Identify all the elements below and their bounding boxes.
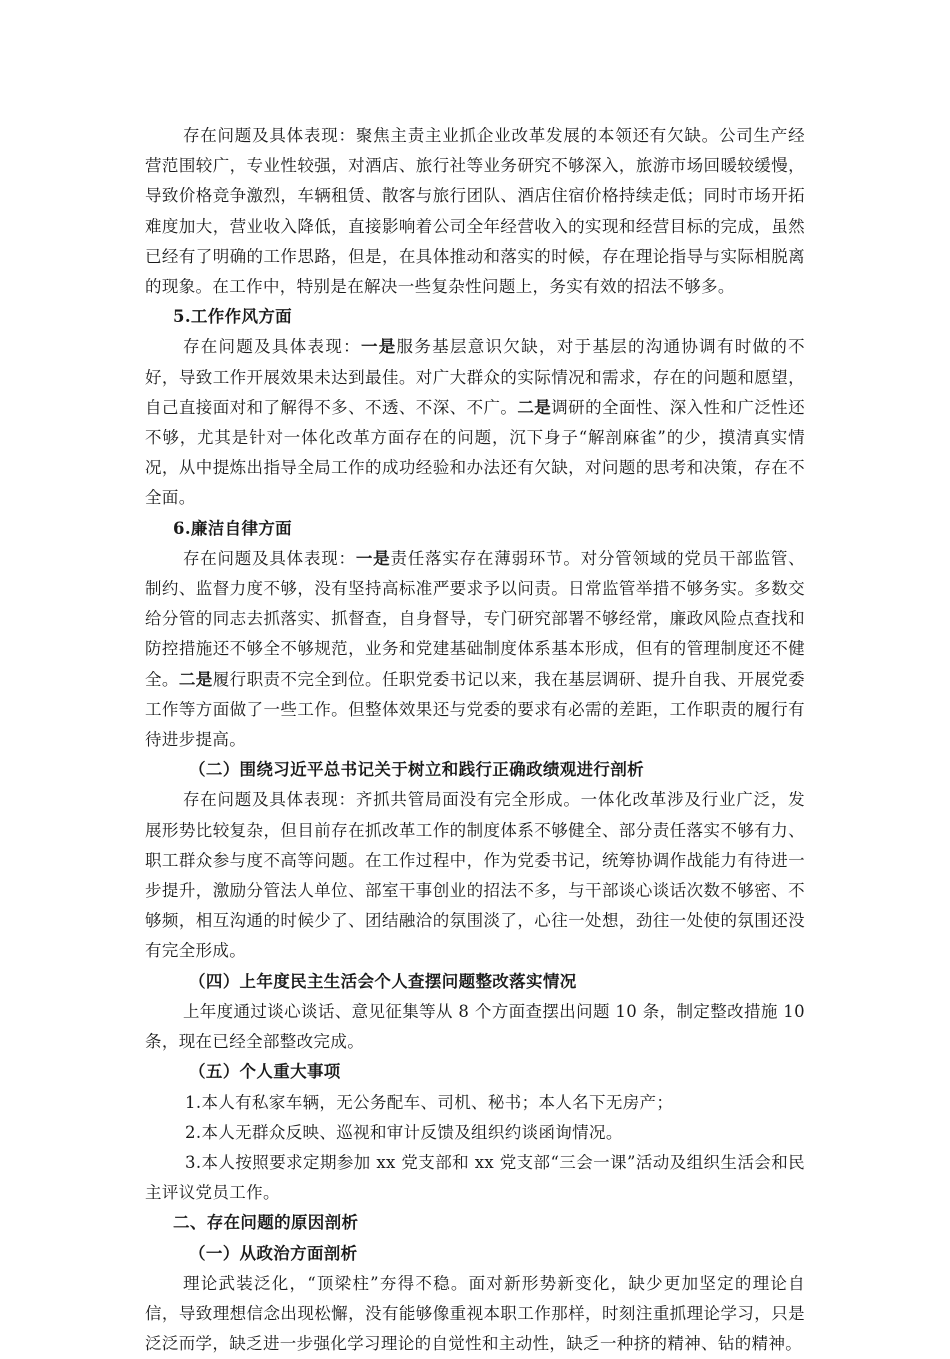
heading-integrity: 6.廉洁自律方面 [173, 518, 293, 538]
list-item: 2.本人无群众反映、巡视和审计反馈及组织约谈函询情况。 [185, 1122, 623, 1142]
heading-rectification: （四）上年度民主生活会个人查摆问题整改落实情况 [189, 971, 577, 991]
heading-personal-matters: （五）个人重大事项 [189, 1062, 341, 1082]
heading-political-analysis: （一）从政治方面剖析 [189, 1243, 358, 1263]
heading-cause-analysis: 二、存在问题的原因剖析 [173, 1213, 359, 1233]
paragraph-integrity: 存在问题及具体表现：一是责任落实存在薄弱环节。对分管领域的党员干部监管、制约、监督力度不够，没有坚持高标准严要求予以问责。日常监管举措不够务实。多数交给分管的同志去抓落实、抓督查，自身督导，专门研究部署不够经常，廉政风险点查找和防控措施还不够全不够规范，业务和党建基础制度体系基本形成，但有的管理制度还不健全。二是履行职责不完全到位。任职党委书记以来，我在基层调研、提升自我、开展党委工作等方面做了一些工作。但整体效果还与党委的要求有必需的差距，工作职责的履行有待进步提高。 [145, 548, 806, 750]
heading-work-style: 5.工作作风方面 [173, 307, 293, 327]
paragraph-work-style: 存在问题及具体表现：一是服务基层意识欠缺，对于基层的沟通协调有时做的不好，导致工作开展效果未达到最佳。对广大群众的实际情况和需求，存在的问题和愿望，自己直接面对和了解得不多、不透、不深、不广。二是调研的全面性、深入性和广泛性还不够，尤其是针对一体化改革方面存在的问题，沉下身子“解剖麻雀”的少，摸清真实情况，从中提炼出指导全局工作的成功经验和办法还有欠缺，对问题的思考和决策，存在不全面。 [145, 337, 806, 508]
paragraph-political-analysis: 理论武装泛化，“顶梁柱”夯得不稳。面对新形势新变化，缺少更加坚定的理论自信，导致理想信念出现松懈，没有能够像重视本职工作那样，时刻注重抓理论学习，只是泛泛而学，缺乏进一步强化学习理论的自觉性和主动性，缺乏一种挤的精神、钻的精神。 [145, 1273, 805, 1354]
paragraph-performance-view: 存在问题及具体表现：齐抓共管局面没有完全形成。一体化改革涉及行业广泛，发展形势比较复杂，但目前存在抓改革工作的制度体系不够健全、部分责任落实不够有力、职工群众参与度不高等问题。在工作过程中，作为党委书记，统筹协调作战能力有待进一步提升，激励分管法人单位、部室干事创业的招法不多，与干部谈心谈话次数不够密、不够频，相互沟通的时候少了、团结融洽的氛围淡了，心往一处想，劲往一处使的氛围还没有完全形成。 [145, 790, 805, 961]
paragraph-business-ability: 存在问题及具体表现：聚焦主责主业抓企业改革发展的本领还有欠缺。公司生产经营范围较广，专业性较强，对酒店、旅行社等业务研究不够深入，旅游市场回暖较缓慢，导致价格竞争激烈，车辆租赁、散客与旅行团队、酒店住宿价格持续走低；同时市场开拓难度加大，营业收入降低，直接影响着公司全年经营收入的实现和经营目标的完成，虽然已经有了明确的工作思路，但是，在具体推动和落实的时候，存在理论指导与实际相脱离的现象。在工作中，特别是在解决一些复杂性问题上，务实有效的招法不够多。 [145, 126, 805, 297]
paragraph-rectification: 上年度通过谈心谈话、意见征集等从 8 个方面查摆出问题 10 条，制定整改措施 10 条，现在已经全部整改完成。 [145, 1001, 805, 1052]
list-item: 3.本人按照要求定期参加 xx 党支部和 xx 党支部“三会一课”活动及组织生活会和民主评议党员工作。 [145, 1152, 805, 1203]
list-item: 1.本人有私家车辆，无公务配车、司机、秘书；本人名下无房产； [185, 1092, 674, 1112]
document-page [145, 121, 805, 1359]
heading-performance-view: （二）围绕习近平总书记关于树立和践行正确政绩观进行剖析 [189, 760, 644, 780]
